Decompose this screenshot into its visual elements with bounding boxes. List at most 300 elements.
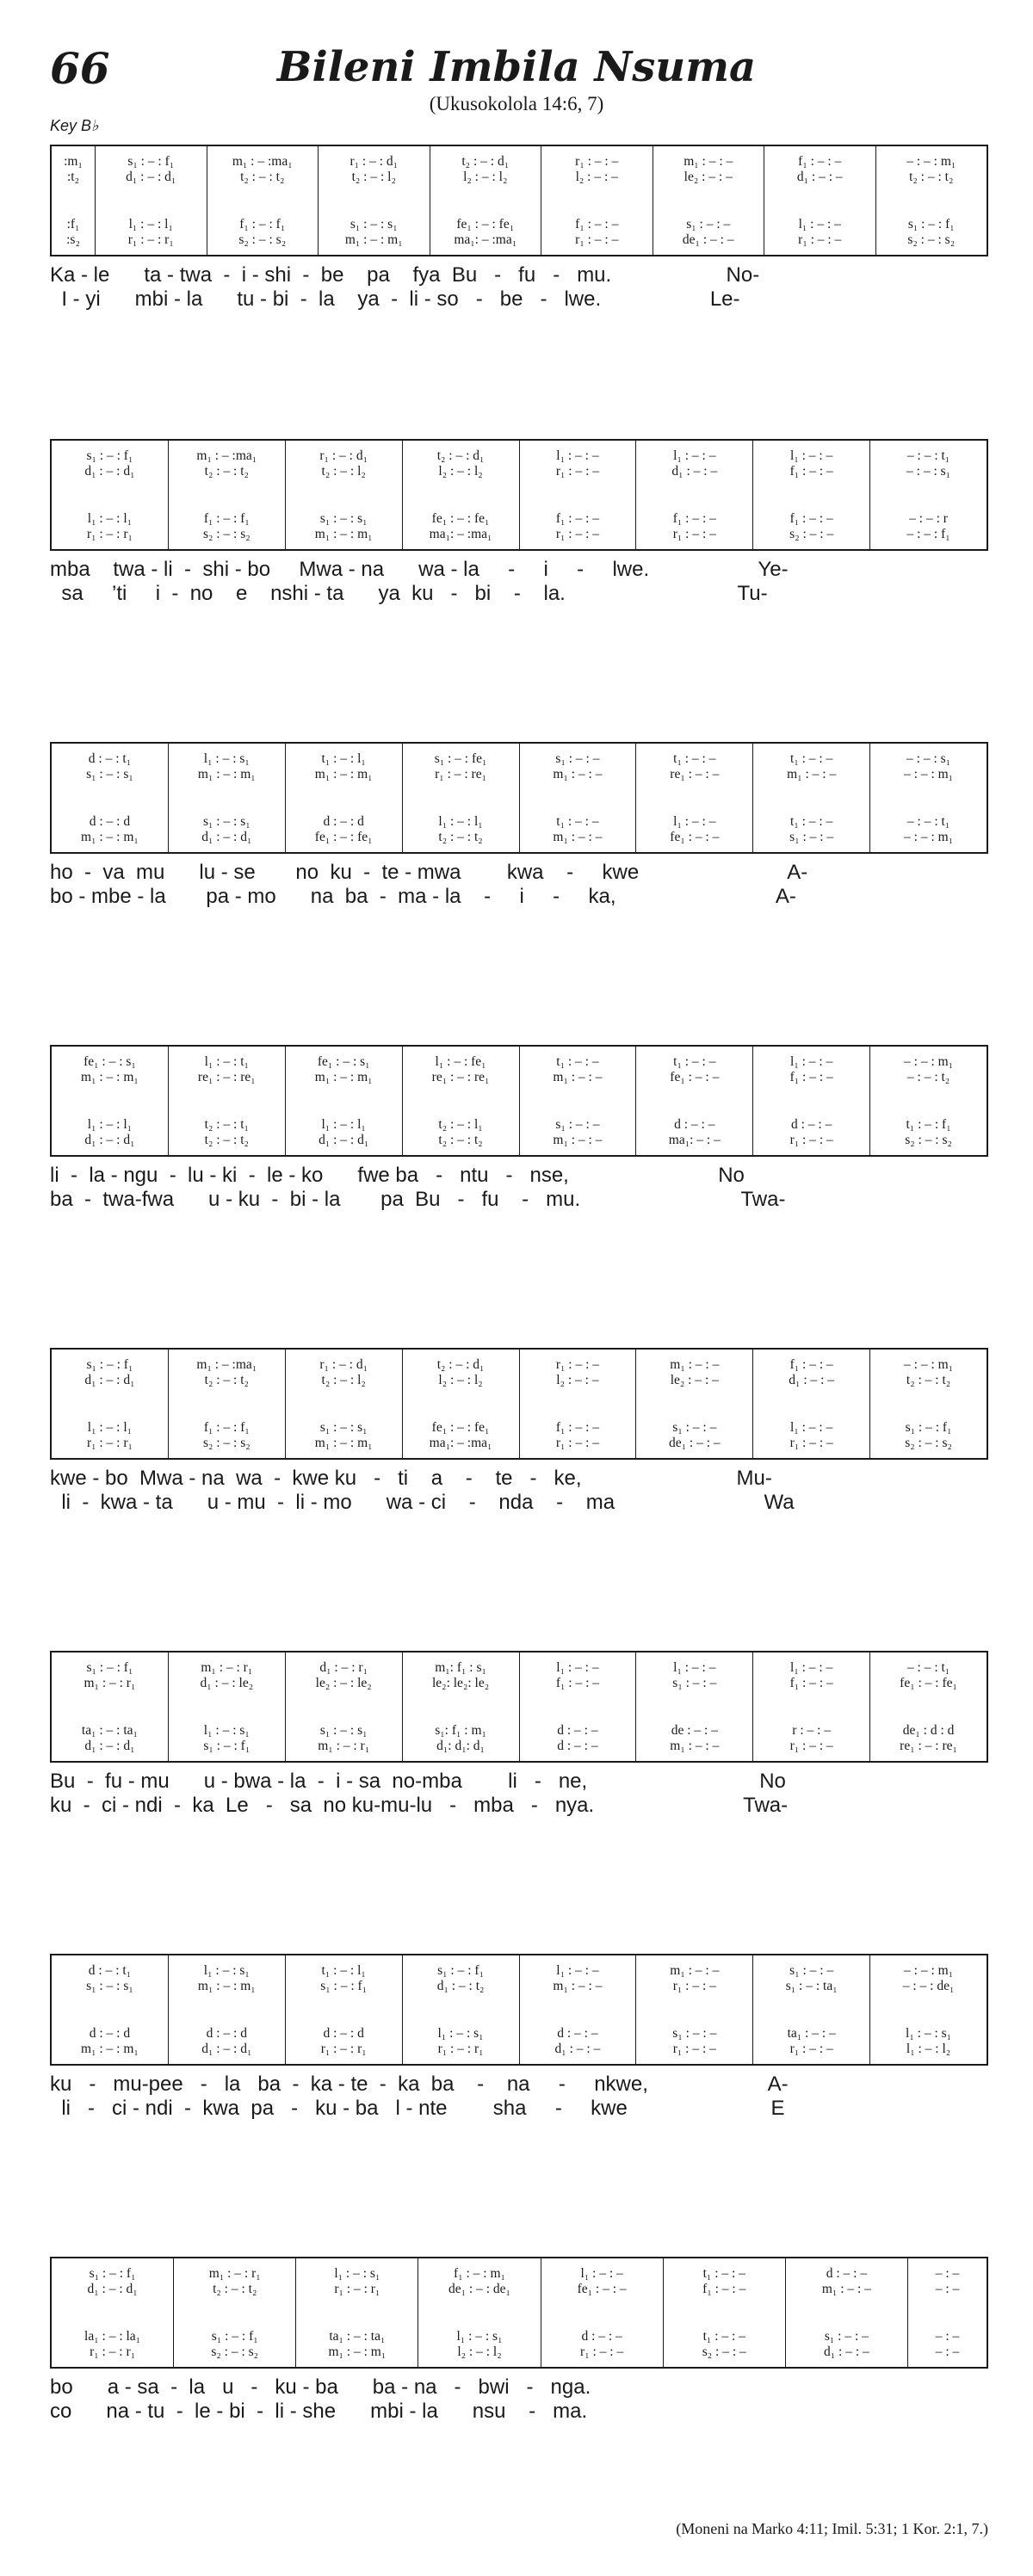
soprano-part: t₁ : – : – xyxy=(556,1054,599,1069)
sol-fa-staff xyxy=(50,1651,988,1763)
bass-part: s₂ : – : s₂ xyxy=(202,527,251,541)
alto-part: r₁ : – : r₁ xyxy=(334,2282,380,2296)
soprano-part: l₁ : – : – xyxy=(673,1660,716,1675)
soprano-part: s₁ : – : f₁ xyxy=(86,1660,133,1675)
alto-part: fe₁ : – : – xyxy=(577,2282,627,2296)
soprano-part: t₁ : – : l₁ xyxy=(321,751,366,766)
tenor-part: s₁ : – : f₁ xyxy=(905,1420,952,1435)
tenor-part: ta₁ : – : – xyxy=(787,2026,836,2041)
tenor-part: l₁ : – : l₁ xyxy=(87,1420,133,1435)
bass-part: ma₁: – : – xyxy=(668,1133,721,1147)
measure xyxy=(869,744,987,852)
bass-part: d₁ : – : d₁ xyxy=(319,1133,369,1147)
tenor-part: s₁ : – : – xyxy=(824,2329,869,2344)
bass-part: – : – xyxy=(935,2344,960,2359)
measure xyxy=(285,744,402,852)
alto-part: d₁ : – : – xyxy=(789,1373,835,1387)
tenor-part: s₁ : – : s₁ xyxy=(319,1420,368,1435)
soprano-part: s₁ : – : f₁ xyxy=(89,2266,136,2281)
measure xyxy=(52,1047,168,1155)
alto-part: re₁ : – : – xyxy=(670,767,720,781)
bass-part: ma₁: – :ma₁ xyxy=(429,1436,492,1450)
bass-part: m₁ : – : – xyxy=(553,1133,603,1147)
measure xyxy=(52,146,95,255)
soprano-part: fe₁ : – : s₁ xyxy=(317,1054,370,1069)
measure xyxy=(752,1047,869,1155)
bass-part: r₁ : – : – xyxy=(575,232,619,247)
alto-part: t₂ : – : t₂ xyxy=(204,464,249,479)
bass-part: s₂ : – : s₂ xyxy=(907,232,956,247)
bass-part: m₁ : – : – xyxy=(553,830,603,844)
bass-part: r₁ : – : – xyxy=(555,1436,600,1450)
bass-part: r₁ : – : r₁ xyxy=(90,2344,136,2359)
soprano-part: m₁ : – :ma₁ xyxy=(196,1357,257,1372)
measure xyxy=(635,441,752,549)
bass-part: ma₁: – :ma₁ xyxy=(429,527,492,541)
measure xyxy=(541,2258,663,2367)
bass-part: fe₁ : – : fe₁ xyxy=(314,830,373,844)
soprano-part: s₁ : – : – xyxy=(555,751,600,766)
tenor-part: d : – : d xyxy=(206,2026,247,2041)
tenor-part: d : – : d xyxy=(323,814,364,829)
tenor-part: t₁ : – : – xyxy=(556,814,599,829)
soprano-part: s₁ : – : f₁ xyxy=(127,154,175,169)
soprano-part: l₁ : – : s₁ xyxy=(203,751,250,766)
soprano-part: l₁ : – : – xyxy=(556,1963,599,1978)
tenor-part: l₁ : – : – xyxy=(798,217,841,232)
alto-part: d₁ : – : le₂ xyxy=(200,1676,254,1690)
soprano-part: f₁ : – : – xyxy=(798,154,842,169)
tenor-part: fe₁ : – : fe₁ xyxy=(456,217,515,232)
system-6 xyxy=(50,1651,988,1818)
measure xyxy=(285,1047,402,1155)
lyric-line-verse-1: li - la - ngu - lu - ki - le - ko fwe ba - ntu - nse, No xyxy=(50,1164,745,1187)
soprano-part: l₁ : – : – xyxy=(790,1054,833,1069)
tenor-part: l₁ : – : l₁ xyxy=(438,814,483,829)
soprano-part: l₁ : – : s₁ xyxy=(203,1963,250,1978)
alto-part: de₁ : – : de₁ xyxy=(448,2282,510,2296)
alto-part: m₁ : – : – xyxy=(787,767,837,781)
lyric-line-verse-2: li - kwa - ta u - mu - li - mo wa - ci - nda - ma Wa xyxy=(50,1491,795,1514)
alto-part: f₁ : – : – xyxy=(789,464,833,479)
tenor-part: l₁ : – : l₁ xyxy=(87,1117,133,1132)
alto-part: m₁ : – : r₁ xyxy=(84,1676,136,1690)
measure xyxy=(168,1652,285,1761)
alto-part: t₂ : – : t₂ xyxy=(213,2282,257,2296)
tenor-part: d : – : d xyxy=(89,814,131,829)
soprano-part: m₁ : – :ma₁ xyxy=(196,448,257,463)
soprano-part: m₁ : – : – xyxy=(670,1963,720,1978)
tenor-part: f₁ : – : – xyxy=(555,511,600,526)
system-8 xyxy=(50,2257,988,2424)
soprano-part: t₁ : – : l₁ xyxy=(321,1963,366,1978)
alto-part: f₁ : – : – xyxy=(789,1676,833,1690)
system-3 xyxy=(50,742,988,909)
measure xyxy=(295,2258,418,2367)
alto-part: r₁ : – : – xyxy=(555,464,600,479)
bass-part: t₂ : – : t₂ xyxy=(438,1133,483,1147)
alto-part: f₁ : – : – xyxy=(702,2282,746,2296)
alto-part: t₂ : – : t₂ xyxy=(204,1373,249,1387)
system-1 xyxy=(50,145,988,312)
soprano-part: – : – xyxy=(935,2266,960,2281)
bass-part: r₁ : – : r₁ xyxy=(437,2042,484,2056)
tenor-part: de : – : – xyxy=(671,1723,718,1738)
tenor-part: t₁ : – : – xyxy=(702,2329,745,2344)
system-2 xyxy=(50,439,988,606)
soprano-part: l₁ : – : t₁ xyxy=(204,1054,249,1069)
measure xyxy=(869,1652,987,1761)
measure xyxy=(519,744,636,852)
measure xyxy=(635,1955,752,2064)
measure xyxy=(52,441,168,549)
bass-part: r₁ : – : – xyxy=(789,1739,833,1753)
alto-part: s₁ : – : ta₁ xyxy=(785,1979,838,1993)
soprano-part: d₁ : – : r₁ xyxy=(319,1660,368,1675)
tenor-part: s₁ : – : – xyxy=(672,1420,717,1435)
tenor-part: s₁ : – : s₁ xyxy=(349,217,398,232)
bass-part: r₁ : – : – xyxy=(555,527,600,541)
bass-part: m₁ : – : – xyxy=(670,1739,720,1753)
bass-part: s₂ : – : s₂ xyxy=(202,1436,251,1450)
tenor-part: s₁ : – : – xyxy=(672,2026,717,2041)
tenor-part: s₁ : – : f₁ xyxy=(211,2329,258,2344)
measure xyxy=(173,2258,295,2367)
tenor-part: f₁ : – : – xyxy=(789,511,833,526)
alto-part: d₁ : – : d₁ xyxy=(84,1373,135,1387)
alto-part: :t₂ xyxy=(66,170,80,184)
tenor-part: r : – : – xyxy=(792,1723,832,1738)
bass-part: s₂ : – : – xyxy=(789,527,834,541)
tenor-part: de₁ : d : d xyxy=(902,1723,955,1738)
soprano-part: d : – : t₁ xyxy=(88,1963,132,1978)
measure xyxy=(207,146,319,255)
tenor-part: ta₁ : – : ta₁ xyxy=(329,2329,386,2344)
alto-part: m₁ : – : m₁ xyxy=(81,1070,139,1084)
bass-part: m₁ : – : m₁ xyxy=(328,2344,387,2359)
bass-part: m₁ : – : m₁ xyxy=(81,830,139,844)
soprano-part: l₁ : – : – xyxy=(790,448,833,463)
measure xyxy=(402,441,519,549)
alto-part: – : – : t₂ xyxy=(906,1070,950,1084)
tenor-part: l₁ : – : s₁ xyxy=(906,2026,952,2041)
alto-part: f₁ : – : – xyxy=(789,1070,833,1084)
alto-part: t₂ : – : l₂ xyxy=(351,170,396,184)
alto-part: l₂ : – : – xyxy=(556,1373,599,1387)
alto-part: s₁ : – : f₁ xyxy=(320,1979,368,1993)
tenor-part: s₁ : – : – xyxy=(686,217,731,232)
soprano-part: r₁ : – : – xyxy=(555,1357,600,1372)
measure xyxy=(635,1652,752,1761)
measure xyxy=(285,1350,402,1458)
soprano-part: l₁ : – : – xyxy=(790,1660,833,1675)
tenor-part: f₁ : – : f₁ xyxy=(203,511,250,526)
measure xyxy=(635,1047,752,1155)
sol-fa-staff xyxy=(50,1045,988,1157)
soprano-part: – : – : m₁ xyxy=(904,1054,954,1069)
sol-fa-staff xyxy=(50,1954,988,2066)
alto-part: m₁ : – : – xyxy=(553,767,603,781)
soprano-part: r₁ : – : – xyxy=(575,154,619,169)
soprano-part: r₁ : – : d₁ xyxy=(319,1357,368,1372)
measure xyxy=(519,1652,636,1761)
soprano-part: f₁ : – : – xyxy=(789,1357,833,1372)
bass-part: de₁ : – : – xyxy=(668,1436,721,1450)
alto-part: t₂ : – : t₂ xyxy=(906,1373,951,1387)
measure xyxy=(785,2258,907,2367)
system-7 xyxy=(50,1954,988,2121)
bass-part: d₁: d₁: d₁ xyxy=(436,1739,485,1753)
lyric-line-verse-2: I - yi mbi - la tu - bi - la ya - li - so - be - lwe. Le- xyxy=(50,287,740,311)
lyric-line-verse-2: ku - ci - ndi - ka Le - sa no ku-mu-lu - mba - nya. Twa- xyxy=(50,1794,789,1817)
measure xyxy=(752,1350,869,1458)
system-4 xyxy=(50,1045,988,1212)
soprano-part: m₁ : – : – xyxy=(670,1357,720,1372)
bass-part: r₁ : – : – xyxy=(672,527,716,541)
bass-part: l₁ : – : l₂ xyxy=(906,2042,951,2056)
alto-part: – : – : m₁ xyxy=(904,767,954,781)
measure xyxy=(95,146,207,255)
lyric-line-verse-1: ho - va mu lu - se no ku - te - mwa kwa - kwe A- xyxy=(50,861,808,884)
measure xyxy=(907,2258,987,2367)
sol-fa-staff xyxy=(50,2257,988,2369)
lyric-line-verse-2: co na - tu - le - bi - li - she mbi - la nsu - ma. xyxy=(50,2400,588,2423)
footer-scripture-refs: (Moneni na Marko 4:11; Imil. 5:31; 1 Kor. 2:1, 7.) xyxy=(676,2520,988,2537)
soprano-part: r₁ : – : d₁ xyxy=(319,448,368,463)
soprano-part: – : – : t₁ xyxy=(906,448,950,463)
tenor-part: d : – : – xyxy=(791,1117,832,1132)
tenor-part: d : – : – xyxy=(557,1723,598,1738)
alto-part: – : – : de₁ xyxy=(902,1979,955,1993)
soprano-part: s₁ : – : f₁ xyxy=(86,1357,133,1372)
bass-part: m₁ : – : m₁ xyxy=(314,527,373,541)
soprano-part: s₁ : – : f₁ xyxy=(437,1963,484,1978)
scripture-reference: (Ukusokolola 14:6, 7) xyxy=(429,93,604,114)
soprano-part: m₁: f₁ : s₁ xyxy=(435,1660,486,1675)
soprano-part: – : – : t₁ xyxy=(906,1660,950,1675)
bass-part: s₂ : – : s₂ xyxy=(905,1133,952,1147)
tenor-part: l₁ : – : s₁ xyxy=(203,1723,250,1738)
soprano-part: m₁ : – : r₁ xyxy=(201,1660,253,1675)
lyric-line-verse-1: kwe - bo Mwa - na wa - kwe ku - ti a - te - ke, Mu- xyxy=(50,1467,772,1490)
soprano-part: :m₁ xyxy=(64,154,83,169)
tenor-part: – : – xyxy=(935,2329,960,2344)
tenor-part: fe₁ : – : fe₁ xyxy=(431,511,490,526)
tenor-part: d : – : d xyxy=(323,2026,364,2041)
bass-part: r₁ : – : r₁ xyxy=(127,232,174,247)
tenor-part: d : – : – xyxy=(674,1117,715,1132)
tenor-part: t₂ : – : l₁ xyxy=(438,1117,483,1132)
alto-part: le₂ : – : – xyxy=(684,170,733,184)
measure xyxy=(869,1350,987,1458)
tenor-part: t₁ : – : f₁ xyxy=(906,1117,951,1132)
alto-part: – : – : s₁ xyxy=(906,464,951,479)
alto-part: le₂ : – : le₂ xyxy=(315,1676,372,1690)
soprano-part: t₁ : – : – xyxy=(673,1054,716,1069)
measure xyxy=(635,1350,752,1458)
measure xyxy=(752,441,869,549)
alto-part: r₁ : – : – xyxy=(672,1979,716,1993)
bass-part: d₁ : – : – xyxy=(824,2344,869,2359)
soprano-part: t₁ : – : – xyxy=(790,751,833,766)
measure xyxy=(402,744,519,852)
soprano-part: d : – : t₁ xyxy=(88,751,132,766)
measure xyxy=(519,1047,636,1155)
bass-part: t₂ : – : t₂ xyxy=(204,1133,249,1147)
tenor-part: f₁ : – : – xyxy=(575,217,619,232)
soprano-part: s₁ : – : – xyxy=(789,1963,834,1978)
measure xyxy=(402,1047,519,1155)
alto-part: le₂: le₂: le₂ xyxy=(431,1676,490,1690)
measure xyxy=(541,146,653,255)
bass-part: d₁ : – : d₁ xyxy=(84,1133,135,1147)
tenor-part: l₁ : – : s₁ xyxy=(456,2329,503,2344)
measure xyxy=(402,1350,519,1458)
tenor-part: s₁: f₁ : m₁ xyxy=(435,1723,486,1738)
alto-part: d₁ : – : d₁ xyxy=(126,170,176,184)
measure xyxy=(168,744,285,852)
measure xyxy=(430,146,541,255)
lyric-line-verse-2: bo - mbe - la pa - mo na ba - ma - la - i - ka, A- xyxy=(50,885,796,908)
bass-part: s₂ : – : s₂ xyxy=(211,2344,259,2359)
bass-part: r₁ : – : – xyxy=(789,1436,833,1450)
alto-part: m₁ : – : – xyxy=(553,1979,603,1993)
alto-part: l₂ : – : – xyxy=(575,170,618,184)
soprano-part: – : – : s₁ xyxy=(906,751,951,766)
tenor-part: f₁ : – : – xyxy=(672,511,716,526)
bass-part: s₂ : – : – xyxy=(702,2344,746,2359)
soprano-part: f₁ : – : m₁ xyxy=(454,2266,505,2281)
tenor-part: fe₁ : – : fe₁ xyxy=(431,1420,490,1435)
measure xyxy=(285,1955,402,2064)
soprano-part: t₁ : – : – xyxy=(673,751,716,766)
bass-part: ma₁: – :ma₁ xyxy=(454,232,517,247)
tenor-part: f₁ : – : f₁ xyxy=(203,1420,250,1435)
bass-part: t₂ : – : t₂ xyxy=(438,830,483,844)
tenor-part: f₁ : – : f₁ xyxy=(239,217,286,232)
soprano-part: m₁ : – : r₁ xyxy=(208,2266,261,2281)
measure xyxy=(635,744,752,852)
soprano-part: r₁ : – : d₁ xyxy=(349,154,399,169)
hymn-title: Bileni Imbila Nsuma xyxy=(276,43,757,91)
sol-fa-staff xyxy=(50,1348,988,1460)
alto-part: d₁ : – : – xyxy=(671,464,718,479)
alto-part: f₁ : – : – xyxy=(555,1676,600,1690)
alto-part: l₂ : – : l₂ xyxy=(438,1373,483,1387)
measure xyxy=(752,1955,869,2064)
system-5 xyxy=(50,1348,988,1515)
soprano-part: m₁ : – : – xyxy=(684,154,733,169)
tenor-part: s₁ : – : – xyxy=(555,1117,600,1132)
tenor-part: s₁ : – : s₁ xyxy=(319,1723,368,1738)
bass-part: r₁ : – : r₁ xyxy=(86,1436,133,1450)
alto-part: m₁ : – : – xyxy=(821,2282,871,2296)
bass-part: r₁ : – : r₁ xyxy=(86,527,133,541)
measure xyxy=(168,441,285,549)
lyric-line-verse-1: ku - mu-pee - la ba - ka - te - ka ba - na - nkwe, A- xyxy=(50,2073,789,2096)
measure xyxy=(402,1652,519,1761)
bass-part: s₂ : – : s₂ xyxy=(905,1436,952,1450)
tenor-part: f₁ : – : – xyxy=(555,1420,600,1435)
tenor-part: – : – : t₁ xyxy=(906,814,950,829)
tenor-part: t₁ : – : – xyxy=(790,814,833,829)
sol-fa-staff xyxy=(50,145,988,256)
bass-part: s₁ : – : – xyxy=(789,830,834,844)
bass-part: m₁ : – : m₁ xyxy=(314,1436,373,1450)
lyric-line-verse-1: Bu - fu - mu u - bwa - la - i - sa no-mba li - ne, No xyxy=(50,1770,786,1793)
measure xyxy=(52,744,168,852)
bass-part: de₁ : – : – xyxy=(682,232,734,247)
sol-fa-staff xyxy=(50,742,988,854)
tenor-part: d : – : – xyxy=(581,2329,622,2344)
soprano-part: s₁ : – : f₁ xyxy=(86,448,133,463)
alto-part: fe₁ : – : – xyxy=(670,1070,720,1084)
measure xyxy=(402,1955,519,2064)
measure xyxy=(285,1652,402,1761)
tenor-part: la₁ : – : la₁ xyxy=(84,2329,141,2344)
lyric-line-verse-1: mba twa - li - shi - bo Mwa - na wa - la - i - lwe. Ye- xyxy=(50,558,789,581)
tenor-part: l₁ : – : s₁ xyxy=(437,2026,484,2041)
sol-fa-staff xyxy=(50,439,988,551)
measure xyxy=(418,2258,540,2367)
key-signature: Key B♭ xyxy=(50,117,99,134)
soprano-part: l₁ : – : – xyxy=(556,448,599,463)
alto-part: s₁ : – : s₁ xyxy=(86,1979,133,1993)
soprano-part: t₁ : – : – xyxy=(702,2266,745,2281)
measure xyxy=(869,441,987,549)
bass-part: s₁ : – : f₁ xyxy=(203,1739,251,1753)
bass-part: r₁ : – : – xyxy=(580,2344,624,2359)
measure xyxy=(52,1652,168,1761)
soprano-part: t₂ : – : d₁ xyxy=(436,448,485,463)
measure xyxy=(52,2258,173,2367)
bass-part: m₁ : – : m₁ xyxy=(81,2042,139,2056)
alto-part: – : – xyxy=(935,2282,960,2296)
alto-part: d₁ : – : – xyxy=(796,170,843,184)
bass-part: – : – : m₁ xyxy=(904,830,954,844)
soprano-part: – : – : m₁ xyxy=(906,154,956,169)
measure xyxy=(168,1955,285,2064)
measure xyxy=(519,1350,636,1458)
bass-part: r₁ : – : – xyxy=(789,1133,833,1147)
bass-part: l₂ : – : l₂ xyxy=(457,2344,502,2359)
measure xyxy=(869,1955,987,2064)
bass-part: d₁ : – : d₁ xyxy=(201,2042,252,2056)
bass-part: d₁ : – : – xyxy=(554,2042,601,2056)
lyric-line-verse-2: li - ci - ndi - kwa pa - ku - ba l - nte sha - kwe E xyxy=(50,2097,785,2120)
soprano-part: l₁ : – : fe₁ xyxy=(435,1054,486,1069)
measure xyxy=(285,441,402,549)
measure xyxy=(519,441,636,549)
bass-part: m₁ : – : r₁ xyxy=(318,1739,370,1753)
bass-part: m₁ : – : m₁ xyxy=(344,232,403,247)
tenor-part: t₂ : – : t₁ xyxy=(204,1117,249,1132)
soprano-part: l₁ : – : – xyxy=(556,1660,599,1675)
alto-part: re₁ : – : re₁ xyxy=(197,1070,256,1084)
bass-part: r₁ : – : – xyxy=(798,232,842,247)
alto-part: t₂ : – : t₂ xyxy=(240,170,285,184)
hymn-number: 66 xyxy=(50,43,110,94)
bass-part: re₁ : – : re₁ xyxy=(900,1739,957,1753)
alto-part: t₂ : – : l₂ xyxy=(321,1373,366,1387)
measure xyxy=(875,146,987,255)
lyric-line-verse-1: bo a - sa - la u - ku - ba ba - na - bwi - nga. xyxy=(50,2375,591,2399)
tenor-part: – : – : r xyxy=(909,511,948,526)
soprano-part: l₁ : – : – xyxy=(673,448,716,463)
alto-part: d₁ : – : d₁ xyxy=(84,464,135,479)
lyric-line-verse-1: Ka - le ta - twa - i - shi - be pa fya Bu - fu - mu. No- xyxy=(50,263,760,287)
alto-part: d₁ : – : t₂ xyxy=(436,1979,485,1993)
